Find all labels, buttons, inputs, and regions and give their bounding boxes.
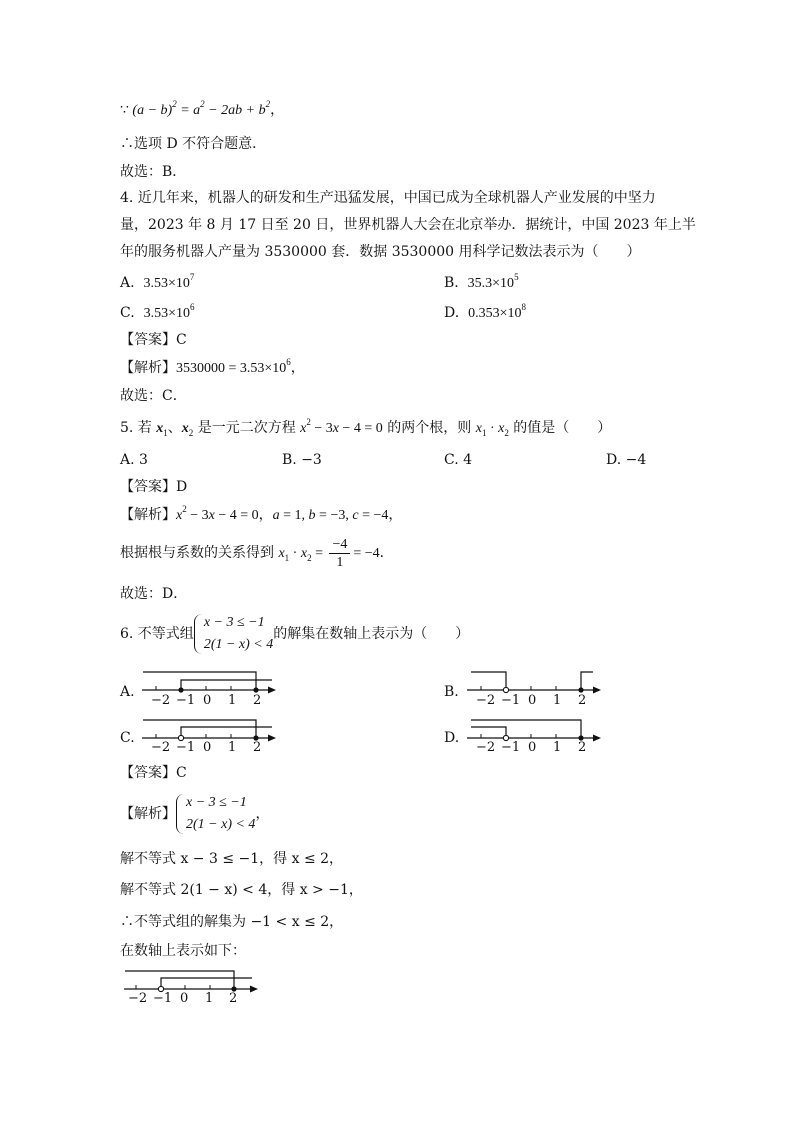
q4-answer: 【答案】C — [120, 332, 187, 348]
prev-identity-expr: $(a - b)^2 = a^2 - 2ab + b^2$ — [132, 99, 271, 118]
q6-option-a-label: A. — [120, 684, 135, 700]
q4-stem-line-2: 量，2023 年 8 月 17 日至 20 日，世界机器人大会在北京举办．据统计，中国 2023 年上半 — [120, 217, 696, 233]
q6-step-2: 解不等式 2(1 − x) < 4，得 x > −1， — [120, 882, 363, 898]
q4-stem-line-1: 4. 近几年来，机器人的研发和生产迅猛发展，中国已成为全球机器人产业发展的中坚力 — [120, 190, 656, 206]
q6-option-b-label: B. — [444, 684, 459, 700]
q4-option-d: D. $0.353\times 10^8$ — [444, 302, 526, 321]
q5-answer: 【答案】D — [120, 479, 188, 495]
q5-analysis: 【解析】$x^2 - 3x - 4 = 0$，a = 1, b = −3, c = −4， — [120, 504, 403, 523]
q5-stem: 5. 若 $x_1$、$x_2$ 是一元二次方程 $x^2 - 3x - 4 = 0$ 的两个根，则 $x_1 \cdot x_2$ 的值是（ ） — [120, 417, 612, 438]
q6-stem: 6. 不等式组 x − 3 ≤ −1 2(1 − x) < 4 的解集在数轴上表示为（ ） — [120, 612, 469, 656]
q5-option-a: A. 3 — [120, 452, 148, 468]
q4-stem-line-3: 年的服务机器人产量为 3530000 套．数据 3530000 用科学记数法表示为（ ） — [120, 244, 641, 260]
prev-choice-line: 故选：B． — [120, 164, 187, 180]
q5-option-c: C. 4 — [444, 452, 473, 468]
q4-option-b: B. $35.3\times 10^5$ — [444, 272, 519, 291]
q6-inequality-system: x − 3 ≤ −1 2(1 − x) < 4 — [194, 612, 273, 656]
q4-analysis: 【解析】$3530000 = 3.53\times 10^6$， — [120, 357, 305, 376]
prev-identity-line: ∵ $(a - b)^2 = a^2 - 2ab + b^2$， — [120, 99, 285, 118]
q6-option-d-label: D. — [444, 730, 460, 746]
prev-conclusion-line: ∴选项 D 不符合题意． — [120, 136, 267, 152]
q4-option-a: A. $3.53\times 10^7$ — [120, 272, 195, 291]
q5-option-d: D. −4 — [606, 452, 647, 468]
document-page: ∵ $(a - b)^2 = a^2 - 2ab + b^2$， ∴选项 D 不符合题意． 故选：B． 4. 近几年来，机器人的研发和生产迅猛发展，中国已成为全球机器人产业发展的中坚力 量，2023 年 8 月 17 日至 20 日，世界机器人大会在北京举办．据统计，中国 2023 年上半 年的服务机器人产量为 3530000 套．数据 3530000 用科学记数法表示为（ ） A. $3.53\times 10^7$ B. $35.3\times 10^5$ C. $3.53\times 10^6$ D. $0.353\times 10^8$ 【答案】C 【解析】$3530000 = 3.53\times 10^6$， 故选：C． 5. 若 $x_1$、$x_2$ 是一元二次方程 $x^2 - 3x - 4 = 0$ 的两个根，则 $x_1 \cdot x_2$ 的值是（ ） A. 3 B. −3 C. 4 D. −4 【答案】D 【解析】$x^2 - 3x - 4 = 0$，a = 1, b = −3, c = −4， 根据根与系数的关系得到 $x_1 \cdot x_2$ = $\frac{-4}{1}$ = −4． 故选：D． 6. 不等式组 x − 3 ≤ −1 2(1 − x) < 4 的解集在数轴上表示为（ ） A. −2 −1 0 1 2 B. −2 −1 0 1 2 C. −2 −1 0 1 2 D. −2 −1 0 1 2 【答案】C 【解析】 x − 3 ≤ −1 2(1 − x) < 4 ， 解不等式 x − 3 ≤ −1，得 x ≤ 2， 解不等式 2(1 − x) < 4，得 x > −1， ∴不等式组的解集为 −1 < x ≤ 2， 在数轴上表示如下： −2 −1 0 1 2 — [120, 99, 696, 1006]
q4-conclusion: 故选：C． — [120, 388, 187, 404]
q5-relation: 根据根与系数的关系得到 $x_1 \cdot x_2$ = $\frac{-4}{1}$ = −4． — [120, 536, 394, 570]
q6-step-4: 在数轴上表示如下： — [120, 943, 246, 959]
q6-analysis-system: x − 3 ≤ −1 2(1 − x) < 4 — [176, 792, 255, 836]
q5-conclusion: 故选：D． — [120, 586, 188, 602]
q5-option-b: B. −3 — [282, 452, 322, 468]
q6-option-c-label: C. — [120, 730, 135, 746]
q6-step-1: 解不等式 x − 3 ≤ −1，得 x ≤ 2， — [120, 851, 344, 867]
q6-answer: 【答案】C — [120, 765, 187, 781]
q4-option-c: C. $3.53\times 10^6$ — [120, 302, 195, 321]
q6-step-3: ∴不等式组的解集为 −1 < x ≤ 2， — [120, 914, 344, 930]
q6-analysis: 【解析】 x − 3 ≤ −1 2(1 − x) < 4 ， — [120, 792, 269, 836]
